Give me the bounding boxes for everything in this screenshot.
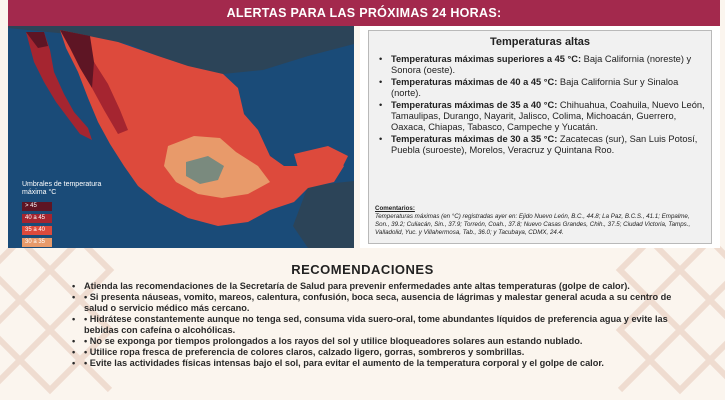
temperature-legend bbox=[22, 181, 112, 248]
comments bbox=[375, 205, 705, 237]
legend-row bbox=[22, 237, 112, 248]
list-item: • Atienda las recomendaciones de la Secretaría de Salud para prevenir enfermedades ante altas temperaturas (golpe de calor). bbox=[72, 281, 682, 292]
legend-row bbox=[22, 225, 112, 236]
info-panel bbox=[360, 26, 720, 248]
legend-row bbox=[22, 213, 112, 224]
list-item: • • Si presenta náuseas, vomito, mareos, calentura, confusión, boca seca, ausencia de lágrimas y malestar general acuda a su centro de salud o servicio médico más cercano. bbox=[72, 292, 682, 314]
list-item: • • Evite las actividades físicas intensas bajo el sol, para evitar el aumento de la temperatura corporal y el golpe de calor. bbox=[72, 358, 682, 369]
recommendations-title: RECOMENDACIONES bbox=[291, 262, 434, 277]
item-text: Baja California (noreste) y Sonora (oeste). bbox=[391, 54, 692, 75]
recommendations-list bbox=[72, 281, 682, 369]
list-item: • • Hidrátese constantemente aunque no tenga sed, consuma vida suero-oral, tome abundantes líquidos de preferencia agua y evite las bebidas con cafeína o alcohólicas. bbox=[72, 314, 682, 336]
legend-swatch-30-35: 30 a 35 bbox=[22, 238, 52, 247]
item-label: Temperaturas máximas de 35 a 40 °C: bbox=[391, 100, 558, 110]
item-text: Chihuahua, Coahuila, Nuevo León, Tamaulipas, Durango, Nayarit, Jalisco, Colima, Michoacán, Guerrero, Oaxaca, Chiapas, Tabasco, Campeche y Yucatán. bbox=[391, 100, 705, 132]
item-label: Temperaturas máximas de 30 a 35 °C: bbox=[391, 134, 558, 144]
info-title: Temperaturas altas bbox=[489, 36, 591, 48]
item-text: Baja California Sur y Sinaloa (norte). bbox=[391, 77, 679, 98]
list-item bbox=[375, 77, 705, 99]
comments-label: Comentarios: bbox=[375, 205, 415, 212]
item-text: Zacatecas (sur), San Luis Potosí, Puebla (suroeste), Morelos, Veracruz y Quintana Roo. bbox=[391, 134, 698, 155]
temperature-map bbox=[8, 26, 354, 248]
item-label: Temperaturas máximas superiores a 45 °C: bbox=[391, 54, 582, 64]
temperature-list bbox=[369, 54, 711, 156]
comments-text: Temperaturas máximas (en °C) registradas ayer en: Ejido Nuevo León, B.C., 44.8; La Paz, B.C.S., 41.1; Empalme, Son., 39.2; Culiacán, Sin., 37.9; Torreón, Coah., 37.8; Nuevo Casas Grandes, Chih., 37.5; Ciudad Victoria, Tamps., Valladolid, Yuc. y Villahermosa, Tab., 36.0; y Tacubaya, CDMX, 24.4. bbox=[375, 213, 691, 236]
list-item bbox=[375, 54, 705, 76]
legend-row bbox=[22, 201, 112, 212]
legend-swatch-35-40: 35 a 40 bbox=[22, 226, 52, 235]
list-item: • • No se exponga por tiempos prolongados a los rayos del sol y utilice bloqueadores solares aun estando nublado. bbox=[72, 336, 682, 347]
legend-title: Umbrales de temperatura máxima °C bbox=[22, 181, 102, 196]
legend-swatch-40-45: 40 a 45 bbox=[22, 214, 52, 223]
alert-header: ALERTAS PARA LAS PRÓXIMAS 24 HORAS: bbox=[8, 0, 720, 26]
legend-swatch-gt45: > 45 bbox=[22, 202, 52, 211]
list-item: • • Utilice ropa fresca de preferencia de colores claros, calzado ligero, gorras, sombreros y sombrillas. bbox=[72, 347, 682, 358]
item-label: Temperaturas máximas de 40 a 45 °C: bbox=[391, 77, 558, 87]
info-box bbox=[368, 30, 712, 244]
list-item bbox=[375, 100, 705, 133]
list-item bbox=[375, 134, 705, 156]
